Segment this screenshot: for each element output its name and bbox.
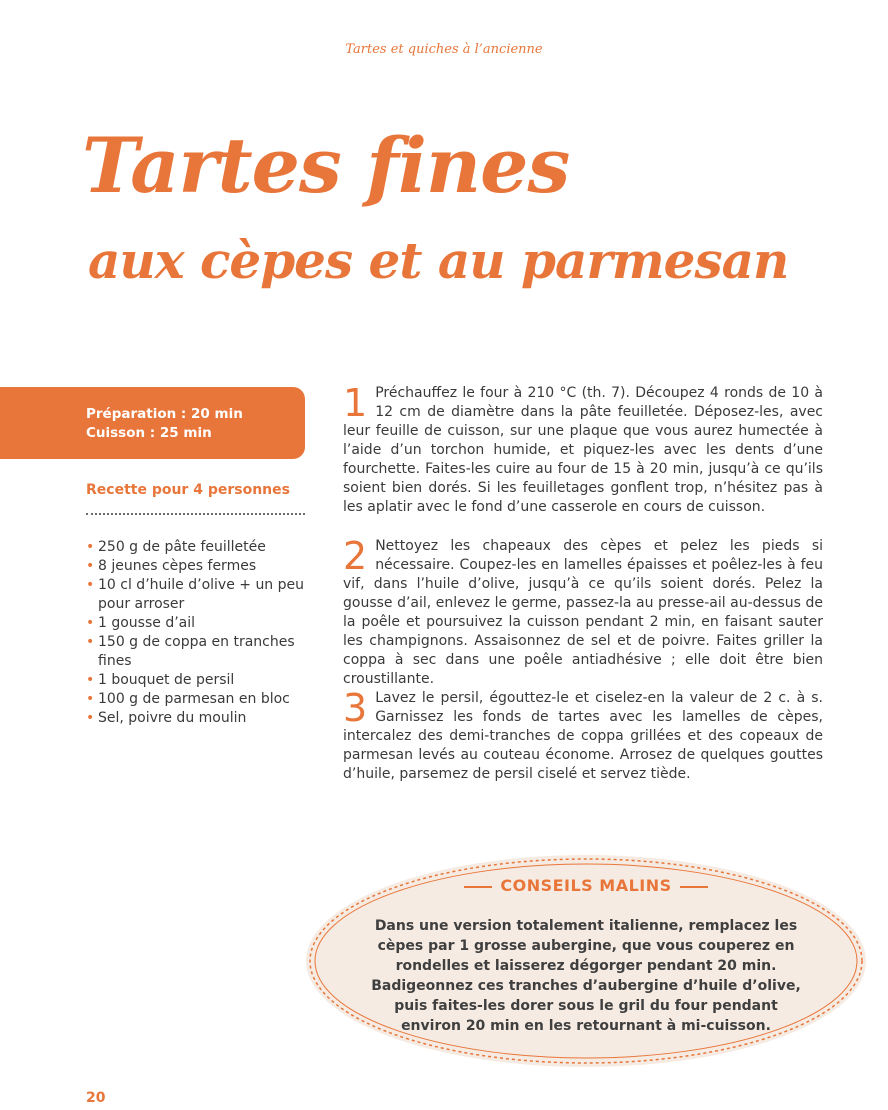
recipe-subtitle: aux cèpes et au parmesan	[88, 231, 789, 290]
step-number: 3	[343, 686, 368, 730]
step-text: Préchauffez le four à 210 °C (th. 7). Découpez 4 ronds de 10 à 12 cm de diamètre dans la pâte feuilletée. Déposez-les, avec leur feuille de cuisson, sur une plaque que vous aurez humectée à l’aide d’un torchon humide, et piquez-les avec les dents d’une fourchette. Faites-les cuire au four de 15 à 20 min, jusqu’à ce qu’ils soient bien dorés. Si les feuilletages gonflent trop, n’hésitez pas à les aplatir avec le fond d’une casserole en cours de cuisson.	[343, 385, 823, 515]
servings: Recette pour 4 personnes	[86, 482, 290, 498]
tips-box	[303, 852, 869, 1070]
bullet-icon: •	[86, 634, 95, 650]
bullet-icon: •	[86, 558, 95, 574]
tips-title: CONSEILS MALINS	[303, 876, 869, 895]
ingredient-item: • 250 g de pâte feuilletée	[86, 539, 266, 555]
step-text: Lavez le persil, égouttez-le et ciselez-en la valeur de 2 c. à s. Garnissez les fonds de tartes avec les lamelles de cèpes, intercalez des demi-tranches de coppa grillées et des copeaux de parmesan levés au couteau économe. Arrosez de quelques gouttes d’huile, parsemez de persil ciselé et servez tiède.	[343, 690, 823, 782]
bullet-icon: •	[86, 710, 95, 726]
recipe-title: Tartes fines	[82, 121, 570, 210]
step-3	[343, 686, 823, 784]
step-2	[343, 534, 823, 689]
cooking-time: Cuisson : 25 min	[86, 425, 212, 441]
timing-box	[0, 387, 305, 459]
running-head: Tartes et quiches à l’ancienne	[345, 42, 543, 57]
ingredient-item: • 10 cl d’huile d’olive + un peu pour arroser	[86, 577, 305, 612]
bullet-icon: •	[86, 691, 95, 707]
dash-decoration	[680, 886, 708, 888]
ingredient-item: • 150 g de coppa en tranches fines	[86, 634, 295, 669]
bullet-icon: •	[86, 615, 95, 631]
preparation-time: Préparation : 20 min	[86, 406, 243, 422]
page-number: 20	[86, 1090, 106, 1106]
bullet-icon: •	[86, 539, 95, 555]
dash-decoration	[464, 886, 492, 888]
ingredient-item: • Sel, poivre du moulin	[86, 710, 247, 726]
ingredient-item: • 8 jeunes cèpes fermes	[86, 558, 257, 574]
ingredient-item: • 1 gousse d’ail	[86, 615, 196, 631]
ingredient-item: • 1 bouquet de persil	[86, 672, 235, 688]
step-number: 1	[343, 381, 368, 425]
tips-text: Dans une version totalement italienne, remplacez les cèpes par 1 grosse aubergine, que vous couperez en rondelles et laisserez dégorger pendant 20 min. Badigeonnez ces tranches d’aubergine d’huile d’olive, puis faites-les dorer sous le gril du four pendant environ 20 min en les retournant à mi-cuisson.	[371, 918, 801, 1034]
step-number: 2	[343, 534, 368, 578]
bullet-icon: •	[86, 672, 95, 688]
step-1	[343, 381, 823, 517]
bullet-icon: •	[86, 577, 95, 593]
dotted-divider	[86, 513, 305, 515]
step-text: Nettoyez les chapeaux des cèpes et pelez les pieds si nécessaire. Coupez-les en lamelles épaisses et poêlez-les à feu vif, dans l’huile d’olive, jusqu’à ce qu’ils soient dorés. Pelez la gousse d’ail, enlevez le germe, passez-la au presse-ail au-dessus de la poêle et poursuivez la cuisson pendant 2 min, en faisant sauter les champignons. Assaisonnez de sel et de poivre. Faites griller la coppa à sec dans une poêle antiadhésive ; elle doit être bien croustillante.	[343, 538, 823, 687]
ingredient-list	[86, 538, 310, 728]
ingredient-item: • 100 g de parmesan en bloc	[86, 691, 290, 707]
